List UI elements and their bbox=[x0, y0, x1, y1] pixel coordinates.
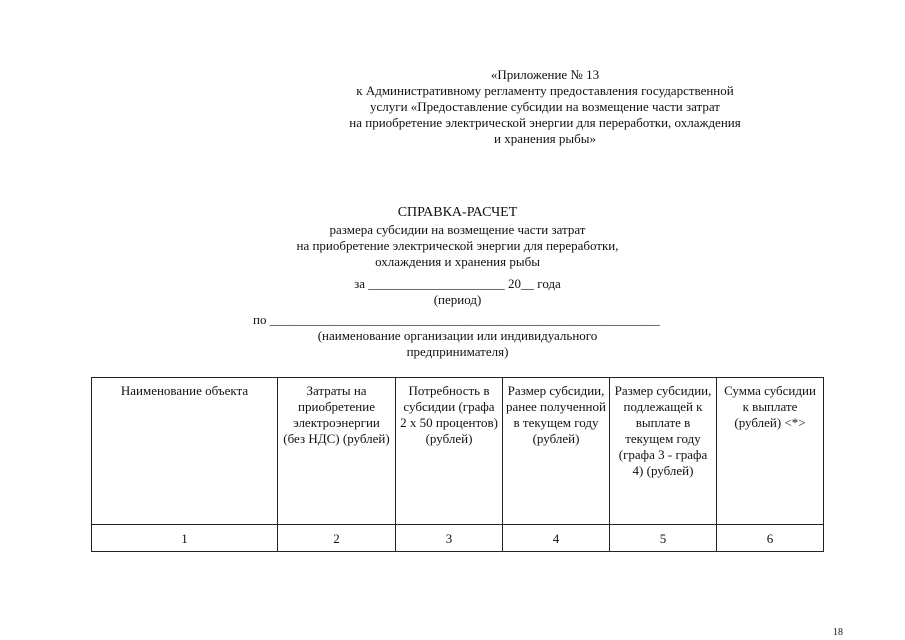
title-heading: СПРАВКА-РАСЧЕТ bbox=[397, 205, 518, 220]
column-number: 6 bbox=[717, 525, 824, 552]
subsidy-calculation-table bbox=[91, 377, 824, 552]
period-line: за _____________________ 20__ года bbox=[354, 276, 561, 291]
table-row bbox=[92, 525, 824, 552]
column-number: 5 bbox=[610, 525, 717, 552]
column-number: 4 bbox=[503, 525, 610, 552]
appendix-line: и хранения рыбы» bbox=[494, 131, 596, 146]
organization-hint-line: предпринимателя) bbox=[406, 344, 509, 359]
period-hint: (период) bbox=[433, 292, 482, 307]
appendix-caption bbox=[330, 67, 760, 147]
title-line: охлаждения и хранения рыбы bbox=[375, 254, 540, 269]
table-header-row bbox=[92, 378, 824, 525]
appendix-line: на приобретение электрической энергии для переработки, охлаждения bbox=[349, 115, 741, 130]
header-subsidy-payable: Сумма субсидии к выплате (рублей) <*> bbox=[717, 378, 824, 525]
organization-hint bbox=[180, 328, 735, 360]
organization-hint-line: (наименование организации или индивидуального bbox=[317, 328, 598, 343]
title-line: на приобретение электрической энергии для переработки, bbox=[296, 238, 619, 253]
document-title bbox=[180, 204, 735, 270]
column-number: 1 bbox=[92, 525, 278, 552]
header-electricity-costs: Затраты на приобретение электроэнергии (без НДС) (рублей) bbox=[278, 378, 396, 525]
header-subsidy-due: Размер субсидии, подлежащей к выплате в текущем году (графа 3 - графа 4) (рублей) bbox=[610, 378, 717, 525]
header-object-name: Наименование объекта bbox=[92, 378, 278, 525]
column-number: 3 bbox=[396, 525, 503, 552]
title-line: размера субсидии на возмещение части затрат bbox=[329, 222, 586, 237]
organization-line: по ____________________________________________________________ bbox=[253, 312, 660, 327]
appendix-line: к Административному регламенту предоставления государственной bbox=[356, 83, 734, 98]
column-number: 2 bbox=[278, 525, 396, 552]
header-subsidy-need: Потребность в субсидии (графа 2 x 50 процентов) (рублей) bbox=[396, 378, 503, 525]
header-subsidy-received: Размер субсидии, ранее полученной в текущем году (рублей) bbox=[503, 378, 610, 525]
appendix-line: услуги «Предоставление субсидии на возмещение части затрат bbox=[370, 99, 720, 114]
page-number: 18 bbox=[833, 627, 843, 638]
appendix-line: «Приложение № 13 bbox=[490, 67, 600, 82]
